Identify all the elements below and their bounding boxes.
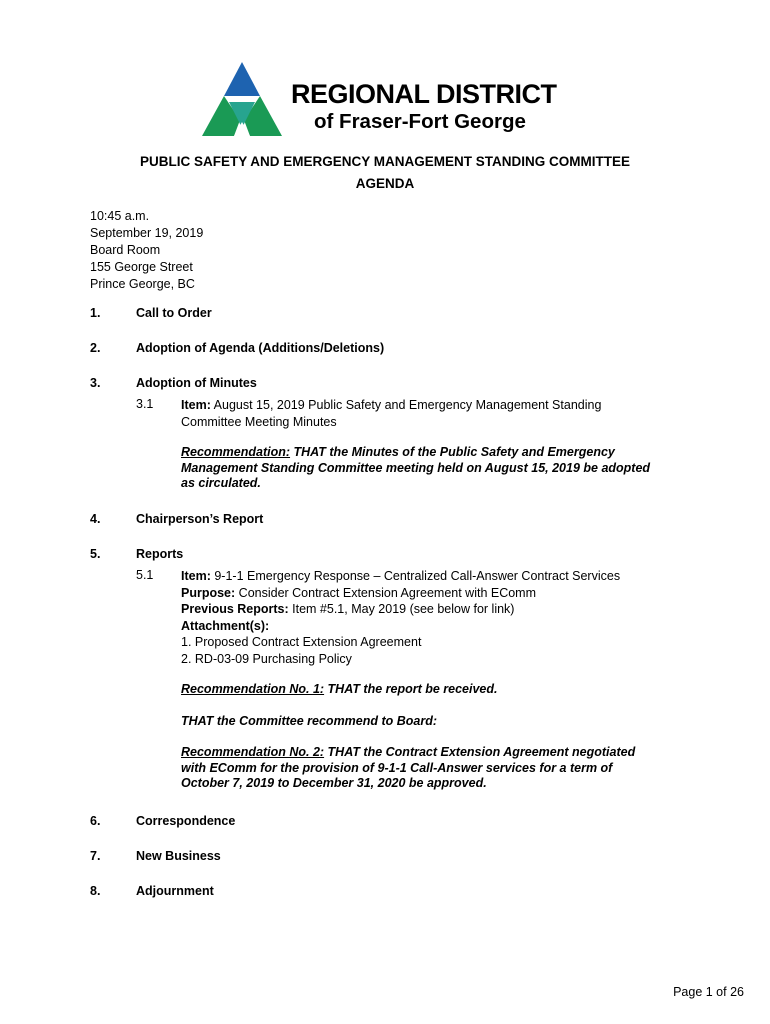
item-number: 3. [90, 376, 101, 390]
recommendation-minutes [181, 445, 650, 492]
item-heading-correspondence: Correspondence [136, 814, 236, 828]
attachment-item: 1. Proposed Contract Extension Agreement [181, 635, 422, 649]
agenda-subtitle: AGENDA [355, 176, 415, 191]
purpose-label: Purpose: [181, 585, 236, 600]
recommendation-text-end: October 7, 2019 to December 31, 2020 be approved. [181, 776, 487, 790]
item-number: 4. [90, 512, 101, 526]
item-text-cont: Committee Meeting Minutes [181, 414, 337, 429]
item-heading-adjournment: Adjournment [136, 884, 214, 898]
meeting-room: Board Room [90, 243, 161, 257]
recommendation-text-cont: with EComm for the provision of 9-1-1 Call-Answer services for a term of [181, 760, 613, 775]
org-name-line1: REGIONAL DISTRICT [291, 79, 557, 109]
recommendation-label: Recommendation No. 1: [181, 682, 325, 696]
recommendation-text: THAT the report be received. [324, 682, 498, 696]
item-number: 2. [90, 341, 101, 355]
meeting-date: September 19, 2019 [90, 226, 204, 240]
subitem-number: 5.1 [136, 568, 154, 582]
subitem-number: 3.1 [136, 397, 154, 411]
item-text: August 15, 2019 Public Safety and Emergency Management Standing [210, 398, 602, 412]
meeting-city: Prince George, BC [90, 277, 195, 291]
item-heading-adoption-of-minutes: Adoption of Minutes [136, 376, 257, 390]
item-number: 5. [90, 547, 101, 561]
item-label: Item: [181, 398, 211, 412]
item-heading-new-business: New Business [136, 849, 221, 863]
recommendation-text: THAT the Minutes of the Public Safety and Emergency [290, 445, 615, 459]
item-heading-call-to-order: Call to Order [136, 306, 212, 320]
board-recommendation-text: THAT the Committee recommend to Board: [181, 714, 438, 728]
subitem-report [181, 568, 620, 667]
logo-blue-peak [224, 62, 260, 96]
item-number: 6. [90, 814, 101, 828]
recommendation-label: Recommendation No. 2: [181, 745, 325, 759]
meeting-address: 155 George Street [90, 260, 193, 274]
recommendation-2 [181, 745, 635, 792]
item-number: 1. [90, 306, 101, 320]
item-heading-adoption-of-agenda: Adoption of Agenda (Additions/Deletions) [136, 341, 385, 355]
recommendation-label: Recommendation: [181, 445, 291, 459]
agenda-title: PUBLIC SAFETY AND EMERGENCY MANAGEMENT STANDING COMMITTEE [139, 154, 630, 169]
item-text: 9-1-1 Emergency Response – Centralized Call-Answer Contract Services [210, 569, 621, 583]
item-heading-chairperson-report: Chairperson’s Report [136, 512, 264, 526]
previous-reports-text: Item #5.1, May 2019 (see below for link) [288, 602, 515, 616]
recommendation-text-cont: Management Standing Committee meeting held on August 15, 2019 be adopted [181, 460, 651, 475]
meeting-details [90, 208, 203, 293]
previous-reports-label: Previous Reports: [181, 602, 289, 616]
page-number: Page 1 of 26 [673, 985, 744, 999]
recommendation-text: THAT the Contract Extension Agreement negotiated [324, 745, 636, 759]
recommendation-text-end: as circulated. [181, 476, 261, 490]
purpose-text: Consider Contract Extension Agreement with EComm [235, 585, 537, 600]
attachment-item: 2. RD-03-09 Purchasing Policy [181, 651, 352, 666]
board-recommendation [181, 714, 437, 730]
subitem-minutes [181, 397, 601, 430]
regional-district-logo [202, 62, 282, 138]
item-number: 8. [90, 884, 101, 898]
item-number: 7. [90, 849, 101, 863]
attachments-label: Attachment(s): [181, 618, 270, 633]
org-name-line2: of Fraser-Fort George [314, 110, 526, 133]
meeting-time: 10:45 a.m. [90, 209, 150, 223]
item-label: Item: [181, 569, 211, 583]
item-heading-reports: Reports [136, 547, 184, 561]
recommendation-1 [181, 682, 498, 698]
